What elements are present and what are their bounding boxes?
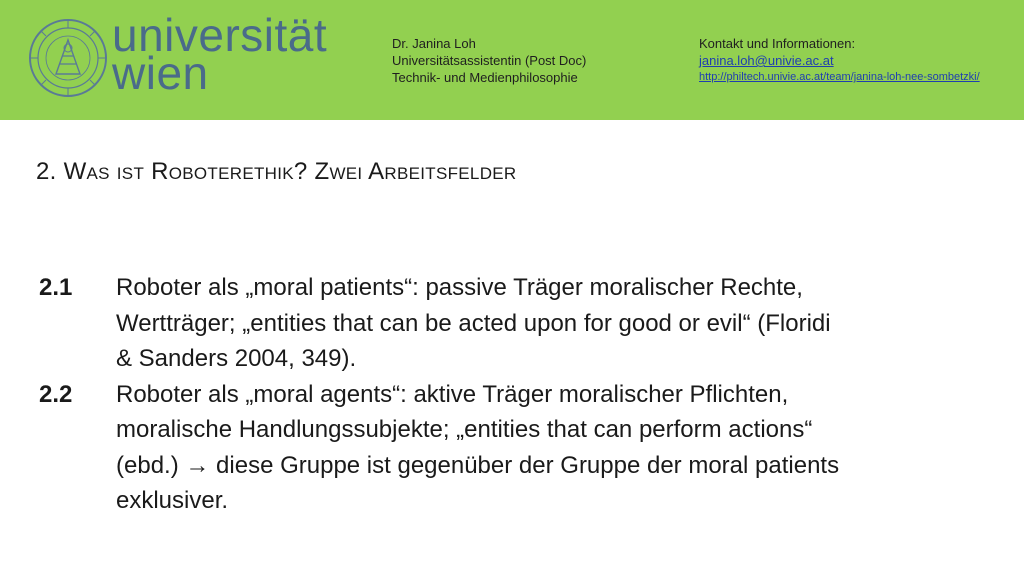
item-text: Roboter als „moral patients“: passive Träger moralischer Rechte, Wertträger; „entities that can be acted upon for good or evil“ (Floridi & Sanders 2004, 349).: [116, 274, 831, 372]
logo-line-1: universität: [112, 9, 328, 61]
author-position: Universitätsassistentin (Post Doc): [392, 53, 587, 68]
university-seal-icon: [28, 18, 108, 98]
logo-line-2: wien: [112, 47, 209, 99]
item-text: [116, 377, 979, 519]
contact-url-link[interactable]: http://philtech.univie.ac.at/team/janina-loh-nee-sombetzki/: [699, 71, 980, 83]
item-number: 2.2: [39, 380, 73, 408]
author-block: [392, 35, 586, 86]
contact-email-link[interactable]: janina.loh@univie.ac.at: [699, 53, 834, 68]
author-name: Dr. Janina Loh: [392, 36, 476, 51]
author-department: Technik- und Medienphilosophie: [392, 70, 578, 85]
item-text-before: Roboter als „moral agents“: aktive Träger moralischer Pflichten, moralische Handlungssubjekte; „entities that can perform actions“ (ebd.): [116, 380, 813, 479]
list-item: [39, 270, 979, 377]
university-logo: [112, 9, 328, 99]
contact-block: [699, 35, 980, 86]
item-list: [39, 270, 979, 519]
slide-title: 2. Was ist Roboterethik? Zwei Arbeitsfelder: [36, 158, 517, 185]
item-number: 2.1: [39, 274, 73, 301]
contact-heading: Kontakt und Informationen:: [699, 36, 856, 51]
list-item: [39, 377, 979, 519]
item-text-after: diese Gruppe ist gegenüber der Gruppe der moral patients exklusiver.: [116, 451, 840, 514]
header-banner: [0, 0, 1024, 120]
right-arrow-icon: →: [185, 451, 210, 479]
